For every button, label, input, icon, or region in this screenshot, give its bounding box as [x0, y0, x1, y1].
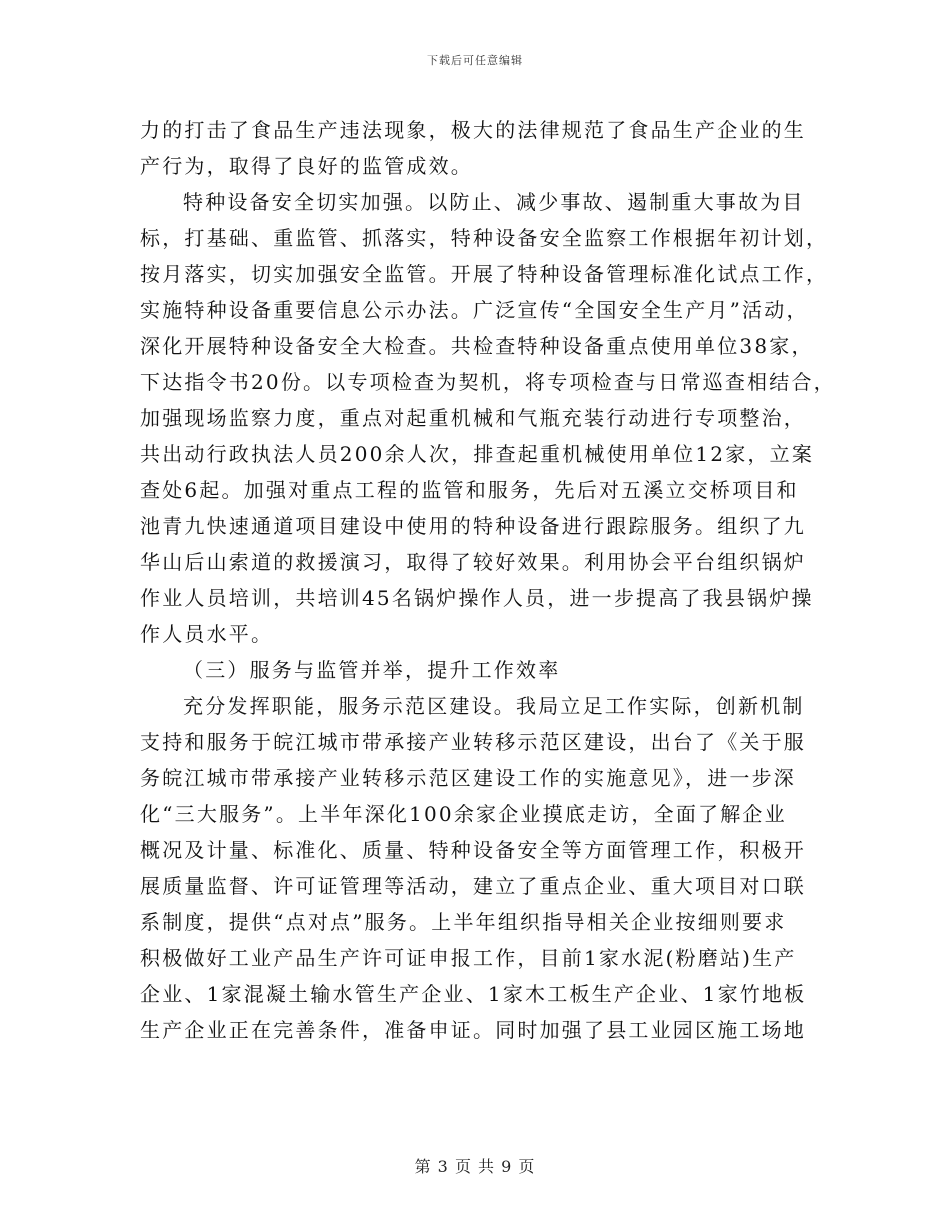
- text-line: 作业人员培训，共培训45名锅炉操作人员，进一步提高了我县锅炉操: [140, 586, 814, 610]
- text-line: 概况及计量、标准化、质量、特种设备安全等方面管理工作，积极开: [140, 838, 806, 862]
- text-line: 标，打基础、重监管、抓落实，特种设备安全监察工作根据年初计划，: [140, 226, 829, 250]
- text-line: 展质量监督、许可证管理等活动，建立了重点企业、重大项目对口联: [140, 874, 806, 898]
- text-line: 华山后山索道的救援演习，取得了较好效果。利用协会平台组织锅炉: [140, 550, 806, 574]
- paragraph-start-line: 充分发挥职能，服务示范区建设。我局立足工作实际，创新机制: [183, 694, 805, 718]
- text-line: 积极做好工业产品生产许可证申报工作，目前1家水泥(粉磨站)生产: [140, 946, 797, 970]
- text-line: 下达指令书20份。以专项检查为契机，将专项检查与日常巡查相结合，: [140, 370, 836, 394]
- text-line: 池青九快速通道项目建设中使用的特种设备进行跟踪服务。组织了九: [140, 514, 806, 538]
- text-line: 加强现场监察力度，重点对起重机械和气瓶充装行动进行专项整治，: [140, 406, 806, 430]
- text-line: 系制度，提供“点对点”服务。上半年组织指导相关企业按细则要求: [140, 910, 787, 934]
- text-line: 查处6起。加强对重点工程的监管和服务，先后对五溪立交桥项目和: [140, 478, 799, 502]
- text-line: 务皖江城市带承接产业转移示范区建设工作的实施意见》，进一步深: [140, 766, 796, 790]
- paragraph-start-line: 特种设备安全切实加强。以防止、减少事故、遏制重大事故为目: [183, 190, 805, 214]
- text-line: 作人员水平。: [140, 622, 274, 646]
- text-line: 化“三大服务”。上半年深化100余家企业摸底走访，全面了解企业: [140, 802, 787, 826]
- text-line: 企业、1家混凝土输水管生产企业、1家木工板生产企业、1家竹地板: [140, 982, 807, 1006]
- text-line: 产行为，取得了良好的监管成效。: [140, 154, 473, 178]
- text-line: 实施特种设备重要信息公示办法。广泛宣传“全国安全生产月”活动，: [140, 298, 809, 322]
- text-line: 共出动行政执法人员200余人次，排查起重机械使用单位12家，立案: [140, 442, 815, 466]
- page-header: 下载后可任意编辑: [427, 54, 523, 67]
- page-footer: 第 3 页 共 9 页: [414, 1157, 536, 1176]
- text-line: 生产企业正在完善条件，准备申证。同时加强了县工业园区施工场地: [140, 1018, 806, 1042]
- section-heading: （三）服务与监管并举，提升工作效率: [183, 658, 561, 682]
- document-body: [140, 112, 836, 1048]
- text-line: 按月落实，切实加强安全监管。开展了特种设备管理标准化试点工作，: [140, 262, 829, 286]
- text-line: 力的打击了食品生产违法现象，极大的法律规范了食品生产企业的生: [140, 118, 806, 142]
- text-line: 支持和服务于皖江城市带承接产业转移示范区建设，出台了《关于服: [140, 730, 806, 754]
- text-line: 深化开展特种设备安全大检查。共检查特种设备重点使用单位38家，: [140, 334, 814, 358]
